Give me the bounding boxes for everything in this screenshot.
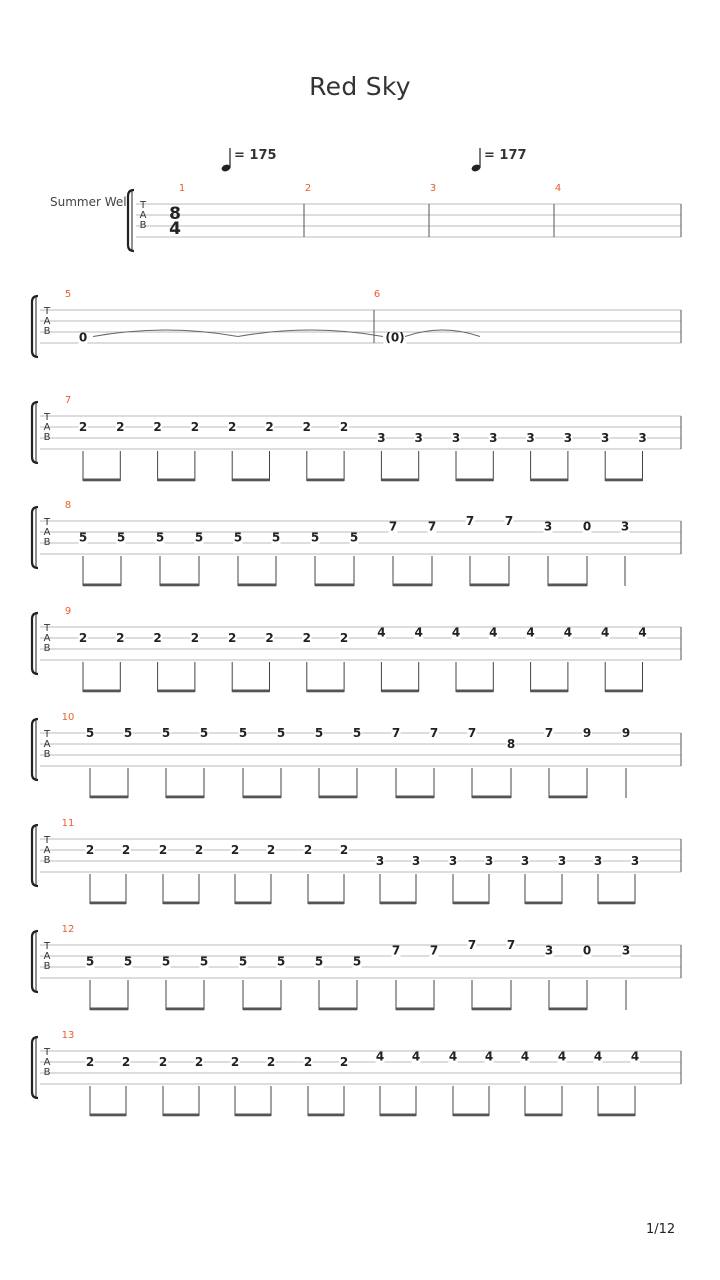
fret-number: 2	[194, 1055, 204, 1069]
measure-number: 10	[61, 712, 75, 723]
system-bracket	[32, 931, 38, 992]
tab-clef-letter: A	[43, 422, 51, 433]
fret-number: 4	[448, 1049, 458, 1064]
fret-number: 2	[116, 631, 125, 645]
note-beam	[90, 1008, 128, 1011]
note-beam	[396, 796, 434, 799]
time-signature-top: 8	[169, 204, 181, 224]
note-beam	[90, 1114, 126, 1117]
note-beam	[605, 479, 642, 482]
note-beam	[166, 796, 204, 799]
fret-number: 4	[377, 625, 386, 640]
fret-number: 4	[375, 1049, 385, 1064]
fret-number: 2	[228, 420, 237, 434]
fret-number: 2	[266, 1055, 276, 1069]
note-beam	[243, 1008, 281, 1011]
measure-number: 8	[64, 500, 72, 511]
fret-number: 3	[520, 854, 530, 868]
fret-number: 5	[155, 530, 165, 545]
fret-number: 5	[314, 726, 324, 740]
note-beam	[525, 1114, 562, 1117]
fret-number: 7	[467, 726, 477, 740]
fret-number: 3	[375, 854, 385, 868]
tab-clef-letter: T	[43, 623, 51, 634]
fret-number: 2	[228, 631, 237, 645]
system-bracket	[128, 190, 134, 251]
tab-clef-letter: B	[139, 220, 147, 231]
tab-clef-letter: B	[43, 1067, 51, 1078]
fret-number: 2	[194, 843, 204, 857]
fret-number: 3	[601, 431, 610, 445]
fret-number: 3	[557, 854, 567, 868]
fret-number: 7	[391, 726, 401, 740]
system-bracket	[32, 507, 38, 568]
fret-number: 4	[489, 625, 498, 640]
fret-number: 5	[352, 726, 362, 740]
fret-number: 3	[414, 431, 423, 445]
measure-number: 5	[64, 289, 72, 300]
note-beam	[308, 1114, 344, 1117]
fret-number: 2	[153, 631, 162, 645]
fret-number: 3	[563, 431, 573, 445]
fret-number: 4	[601, 625, 610, 640]
note-beam	[456, 690, 493, 693]
fret-number: 7	[391, 943, 401, 958]
system-bracket	[32, 719, 38, 780]
fret-number: 4	[411, 1049, 421, 1064]
note-beam	[315, 584, 354, 587]
note-beam	[381, 690, 418, 693]
note-beam	[549, 1008, 587, 1011]
fret-number: 7	[467, 938, 477, 952]
fret-number: 2	[266, 843, 276, 857]
fret-number: 2	[230, 843, 240, 857]
fret-number: 5	[314, 954, 324, 969]
fret-number: 5	[349, 530, 359, 545]
fret-number: 4	[520, 1049, 530, 1064]
note-beam	[232, 479, 269, 482]
fret-number: 2	[158, 843, 168, 857]
note-beam	[307, 479, 344, 482]
fret-number: 2	[339, 843, 349, 857]
fret-number: 5	[310, 530, 320, 545]
fret-number: 7	[506, 938, 516, 952]
note-beam	[83, 690, 120, 693]
fret-number: 4	[414, 625, 423, 640]
fret-number: 2	[265, 420, 274, 434]
fret-number: 5	[276, 726, 286, 740]
fret-number: 2	[302, 420, 311, 434]
fret-number: 3	[630, 854, 640, 868]
fret-number: 5	[238, 954, 248, 969]
note-beam	[158, 479, 195, 482]
fret-number: 4	[557, 1049, 567, 1064]
note-beam	[470, 584, 509, 587]
fret-number: 8	[506, 737, 516, 751]
fret-number: 2	[78, 420, 88, 434]
fret-number: 2	[78, 631, 88, 645]
fret-number: 7	[429, 726, 439, 740]
measure-number: 11	[61, 818, 75, 829]
measure-number: 12	[61, 924, 75, 935]
measure-number: 1	[178, 183, 186, 194]
track-name: Summer Wel	[50, 195, 127, 209]
fret-number: 4	[630, 1049, 640, 1064]
fret-number: 3	[593, 854, 603, 868]
note-beam	[319, 796, 357, 799]
note-beam	[453, 902, 489, 905]
tempo-mark: = 177	[484, 148, 527, 163]
tab-clef-letter: T	[139, 200, 147, 211]
tab-clef-letter: A	[43, 951, 51, 962]
fret-number: 5	[161, 954, 171, 969]
tab-clef-letter: A	[139, 210, 147, 221]
fret-number: 0	[582, 519, 592, 534]
note-beam	[456, 479, 493, 482]
note-beam	[393, 584, 432, 587]
fret-number: 3	[544, 943, 554, 958]
tie-arc	[405, 330, 480, 337]
tab-clef-letter: B	[43, 855, 51, 866]
note-beam	[472, 1008, 511, 1011]
fret-number: 3	[526, 431, 535, 445]
fret-number: 5	[123, 726, 133, 740]
note-beam	[163, 902, 199, 905]
fret-number: 5	[199, 726, 209, 740]
note-beam	[235, 1114, 271, 1117]
fret-number: 5	[78, 530, 88, 545]
fret-number: 2	[230, 1055, 240, 1069]
fret-number: 2	[339, 1055, 349, 1069]
fret-number: 5	[233, 530, 243, 545]
fret-number: 2	[121, 843, 131, 857]
fret-number: 7	[465, 514, 475, 528]
fret-number: 5	[238, 726, 248, 740]
tempo-mark: = 175	[234, 148, 277, 163]
tab-clef-letter: A	[43, 316, 51, 327]
tab-clef-letter: T	[43, 835, 51, 846]
note-beam	[598, 902, 635, 905]
fret-number: 5	[276, 954, 286, 969]
tab-clef-letter: A	[43, 527, 51, 538]
fret-number: 4	[593, 1049, 603, 1064]
note-beam	[308, 902, 344, 905]
fret-number: 4	[526, 625, 535, 640]
fret-number: 2	[190, 631, 200, 645]
tab-clef-letter: A	[43, 739, 51, 750]
note-beam	[319, 1008, 357, 1011]
note-beam	[83, 584, 121, 587]
fret-number: 5	[352, 954, 362, 969]
fret-number: 3	[411, 854, 421, 868]
fret-number: 7	[429, 943, 439, 958]
note-beam	[453, 1114, 489, 1117]
system-bracket	[32, 613, 38, 674]
note-beam	[83, 479, 120, 482]
note-beam	[605, 690, 642, 693]
tab-clef-letter: T	[43, 941, 51, 952]
fret-number: 5	[271, 530, 281, 545]
fret-number: 2	[303, 843, 313, 857]
note-beam	[90, 796, 128, 799]
system-bracket	[32, 825, 38, 886]
note-beam	[160, 584, 199, 587]
note-beam	[548, 584, 587, 587]
tab-clef-letter: T	[43, 306, 51, 317]
note-beam	[531, 690, 568, 693]
fret-number: 4	[563, 625, 573, 640]
tab-clef-letter: T	[43, 1047, 51, 1058]
system-bracket	[32, 402, 38, 463]
tie-arc	[93, 330, 238, 337]
fret-number: 7	[427, 519, 437, 534]
time-signature-bottom: 4	[169, 219, 181, 239]
fret-number: 0	[582, 943, 592, 958]
fret-number: 2	[158, 1055, 168, 1069]
fret-number: 2	[339, 420, 349, 434]
fret-number: 5	[161, 726, 171, 740]
fret-number: 9	[621, 726, 631, 740]
tab-clef-letter: A	[43, 1057, 51, 1068]
measure-number: 4	[554, 183, 562, 194]
fret-number: 5	[85, 726, 95, 740]
note-beam	[232, 690, 269, 693]
fret-number: 3	[543, 519, 553, 534]
fret-number: 2	[85, 843, 95, 857]
fret-number: 3	[489, 431, 498, 445]
measure-number: 13	[61, 1030, 75, 1041]
fret-number: 7	[504, 514, 514, 528]
note-beam	[235, 902, 271, 905]
measure-number: 3	[429, 183, 437, 194]
system-bracket	[32, 1037, 38, 1098]
fret-number: 2	[303, 1055, 313, 1069]
note-beam	[549, 796, 587, 799]
note-beam	[396, 1008, 434, 1011]
fret-number: 7	[388, 519, 398, 534]
tab-clef-letter: A	[43, 845, 51, 856]
tab-clef-letter: T	[43, 729, 51, 740]
fret-number: 4	[484, 1049, 494, 1064]
fret-number: 3	[638, 431, 647, 445]
note-beam	[472, 796, 511, 799]
fret-number: 5	[194, 530, 204, 545]
fret-number: 3	[621, 943, 631, 958]
fret-number: 2	[85, 1055, 95, 1069]
fret-number: 5	[85, 954, 95, 969]
note-beam	[158, 690, 195, 693]
fret-number: 5	[199, 954, 209, 969]
fret-number: 4	[638, 625, 647, 640]
note-beam	[243, 796, 281, 799]
note-beam	[90, 902, 126, 905]
measure-number: 7	[64, 395, 72, 406]
fret-number: 2	[302, 631, 311, 645]
note-beam	[525, 902, 562, 905]
system-bracket	[32, 296, 38, 357]
fret-number: 2	[116, 420, 125, 434]
fret-number: (0)	[385, 330, 405, 345]
tab-clef-letter: A	[43, 633, 51, 644]
fret-number: 9	[582, 726, 592, 740]
tie-arc	[238, 330, 383, 337]
fret-number: 7	[544, 726, 554, 740]
tab-clef-letter: T	[43, 517, 51, 528]
fret-number: 3	[377, 431, 386, 445]
fret-number: 2	[339, 631, 349, 645]
fret-number: 3	[620, 519, 630, 534]
note-beam	[166, 1008, 204, 1011]
fret-number: 2	[265, 631, 274, 645]
measure-number: 6	[373, 289, 381, 300]
tab-clef-letter: B	[43, 432, 51, 443]
fret-number: 5	[116, 530, 126, 545]
tab-clef-letter: T	[43, 412, 51, 423]
fret-number: 0	[78, 330, 88, 345]
note-beam	[598, 1114, 635, 1117]
song-title: Red Sky	[309, 72, 411, 101]
fret-number: 3	[451, 431, 461, 445]
note-beam	[307, 690, 344, 693]
page-indicator: 1/12	[646, 1222, 676, 1237]
tab-clef-letter: B	[43, 326, 51, 337]
tab-clef-letter: B	[43, 749, 51, 760]
measure-number: 9	[64, 606, 72, 617]
measure-number: 2	[304, 183, 312, 194]
fret-number: 4	[451, 625, 461, 640]
fret-number: 2	[153, 420, 162, 434]
note-beam	[381, 479, 418, 482]
note-beam	[163, 1114, 199, 1117]
tab-clef-letter: B	[43, 961, 51, 972]
note-beam	[380, 1114, 416, 1117]
note-beam	[238, 584, 276, 587]
fret-number: 3	[484, 854, 494, 868]
note-beam	[380, 902, 416, 905]
note-beam	[531, 479, 568, 482]
tab-clef-letter: B	[43, 537, 51, 548]
tab-clef-letter: B	[43, 643, 51, 654]
fret-number: 5	[123, 954, 133, 969]
fret-number: 2	[190, 420, 200, 434]
fret-number: 3	[448, 854, 458, 868]
fret-number: 2	[121, 1055, 131, 1069]
